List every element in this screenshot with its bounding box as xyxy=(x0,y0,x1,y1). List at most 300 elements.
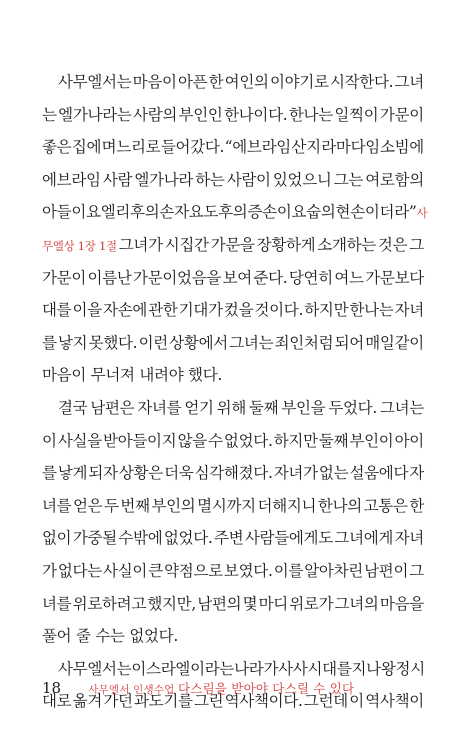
word xyxy=(365,685,424,718)
text-line xyxy=(42,164,424,197)
word-text: 낳지 xyxy=(57,333,88,352)
word-text: 마음이 xyxy=(132,73,177,91)
word-text: 한나이다. xyxy=(224,105,288,124)
text-line xyxy=(42,490,424,523)
word xyxy=(224,425,273,458)
word-text: 그녀의 xyxy=(334,594,379,613)
word xyxy=(365,164,424,197)
word xyxy=(58,425,102,458)
page-footer xyxy=(42,676,354,700)
word-text: 없이 xyxy=(42,529,72,548)
word-text: 여느 xyxy=(334,268,364,287)
word xyxy=(90,392,134,425)
word xyxy=(258,490,317,523)
word-text: 마음이 xyxy=(42,366,87,385)
word-text: 약점으로 xyxy=(164,561,223,580)
word-text: 사실이 xyxy=(103,561,148,580)
word-text: 보였다. xyxy=(223,561,273,580)
word xyxy=(274,457,318,490)
word xyxy=(364,555,408,588)
word xyxy=(89,327,138,360)
word-text: 얻기 xyxy=(184,398,214,417)
word-text: 여인의 xyxy=(224,73,269,91)
word-text: 사람들에게도 xyxy=(244,529,333,548)
word xyxy=(409,457,424,490)
word xyxy=(275,327,334,360)
running-head-series: 사무엘서 인생수업 xyxy=(88,684,179,696)
text-line xyxy=(42,522,424,555)
word-text: 주변 xyxy=(214,529,244,548)
word-text: 녀를 xyxy=(42,594,72,613)
word-text: 사사시대를 xyxy=(278,659,352,678)
text-line xyxy=(42,392,424,425)
word-text: 자녀가 xyxy=(273,464,318,483)
word-text: 두 xyxy=(104,496,119,515)
text-line xyxy=(42,196,428,229)
word xyxy=(208,425,223,458)
word xyxy=(72,131,101,164)
word xyxy=(229,327,273,360)
text-line xyxy=(42,457,424,490)
word-text: 아이 xyxy=(394,431,424,450)
word xyxy=(380,99,424,132)
word-text: 수밖에 xyxy=(118,529,163,548)
word xyxy=(259,588,288,621)
word xyxy=(103,425,176,458)
body-text xyxy=(42,66,428,718)
word xyxy=(289,262,333,295)
word-text: 이를 xyxy=(273,561,304,580)
word-text: 했지만, xyxy=(147,594,196,613)
word xyxy=(247,196,306,229)
word-text: 현손이더라” xyxy=(335,203,417,222)
text-line xyxy=(42,359,424,392)
word-text: 죄인처럼 xyxy=(274,333,334,352)
word xyxy=(103,294,147,327)
word-text: 그녀가 xyxy=(118,235,163,254)
word-text: 사무엘서는 xyxy=(58,659,132,678)
word xyxy=(103,555,147,588)
word xyxy=(73,294,102,327)
word-text: 남편은 xyxy=(90,398,135,417)
word-text: 그린 xyxy=(193,692,224,711)
word xyxy=(378,229,407,262)
word xyxy=(330,66,393,99)
word-text: 부인이 xyxy=(349,431,394,450)
text-line xyxy=(42,588,424,621)
word xyxy=(139,327,168,360)
word-text: 아들이요 xyxy=(42,203,101,222)
word-text: 하지만 xyxy=(304,301,349,320)
word xyxy=(224,294,253,327)
word-text: 심각해졌다. xyxy=(194,464,273,483)
word xyxy=(409,229,424,262)
word-text: 수는 xyxy=(95,627,125,646)
word-text: 일찍이 xyxy=(334,105,379,124)
word-text: 마디 xyxy=(258,594,288,613)
word xyxy=(225,66,269,99)
word-text: 내려야 xyxy=(139,366,184,385)
word xyxy=(281,392,325,425)
word xyxy=(184,392,213,425)
word-text: 가문보다 xyxy=(365,268,424,287)
word-text: 컸을 xyxy=(223,301,254,320)
word-text: 둘째 xyxy=(248,398,279,417)
word-text: 한 xyxy=(409,496,424,515)
word xyxy=(349,425,393,458)
word-text: 역사책이다. xyxy=(224,692,303,711)
word xyxy=(289,588,333,621)
word-text: 되어 xyxy=(334,333,364,352)
word xyxy=(164,555,223,588)
word-text: 도후의 xyxy=(203,203,248,222)
text-line xyxy=(42,327,424,360)
word xyxy=(164,457,193,490)
word-text: 남편의 xyxy=(197,594,242,613)
word xyxy=(409,490,424,523)
word xyxy=(380,392,424,425)
word xyxy=(120,490,149,523)
word xyxy=(42,196,101,229)
word xyxy=(58,555,102,588)
word xyxy=(42,262,86,295)
word xyxy=(58,66,131,99)
word-text: 가문이었음을 xyxy=(133,268,222,287)
word xyxy=(119,457,163,490)
word-text: 무너져 xyxy=(90,366,135,385)
word-text: 이야기로 xyxy=(269,73,329,91)
word-text: 산지 xyxy=(291,138,321,157)
word-text: 사람이 xyxy=(226,170,271,189)
word-text: 에브라임 xyxy=(42,170,101,189)
word-text: 위로하려고 xyxy=(72,594,147,613)
word-text: 이런 xyxy=(138,333,168,352)
word xyxy=(91,359,135,392)
word xyxy=(349,294,393,327)
word xyxy=(217,392,246,425)
word-text: 위로가 xyxy=(289,594,334,613)
word xyxy=(101,196,160,229)
word xyxy=(274,555,303,588)
text-line xyxy=(42,425,424,458)
word xyxy=(306,196,335,229)
word xyxy=(147,588,196,621)
word xyxy=(197,490,256,523)
word xyxy=(335,588,379,621)
word xyxy=(365,327,424,360)
word xyxy=(395,425,424,458)
word-text: 설움에다 xyxy=(349,464,409,483)
word-text: 몇 xyxy=(242,594,258,613)
word-text: 가던 xyxy=(103,692,133,711)
word xyxy=(58,392,87,425)
word xyxy=(203,196,247,229)
word-text: 그는 xyxy=(333,170,364,189)
word xyxy=(102,131,161,164)
word xyxy=(42,588,71,621)
word xyxy=(381,653,425,686)
word xyxy=(395,522,424,555)
word-text: 그녀는 xyxy=(229,333,274,352)
word-text: 하는 xyxy=(195,170,225,189)
word xyxy=(211,229,255,262)
word-text: 장황하게 xyxy=(256,235,316,254)
word-text: 보여 xyxy=(222,268,252,287)
word xyxy=(42,294,71,327)
word xyxy=(395,294,424,327)
word xyxy=(178,66,207,99)
word xyxy=(243,588,258,621)
word xyxy=(42,522,71,555)
word-text: 두었다. xyxy=(328,398,377,417)
word-text: 가중될 xyxy=(72,529,117,548)
word-text: 이스라엘이라는 xyxy=(131,659,235,678)
word xyxy=(42,131,71,164)
word-text: 이을 xyxy=(72,301,102,320)
word-text: 줄 xyxy=(76,627,91,646)
word xyxy=(274,425,318,458)
word-text: 가문이 xyxy=(42,268,87,287)
word xyxy=(179,99,223,132)
word-text: 번째 xyxy=(120,496,150,515)
word xyxy=(349,457,408,490)
scripture-reference: 사 xyxy=(416,206,428,221)
text-line xyxy=(42,620,424,653)
word-text: 사람 xyxy=(102,170,133,189)
word-text: 자녀를 xyxy=(137,398,182,417)
word xyxy=(319,425,348,458)
word-text: 한나의 xyxy=(317,496,362,515)
word xyxy=(161,131,224,164)
word-text: 큰 xyxy=(148,561,163,580)
word-text: 숩의 xyxy=(306,203,336,222)
word-text: 며느리로 xyxy=(101,138,161,157)
word xyxy=(58,99,131,132)
word-text: 를 xyxy=(42,464,57,483)
word xyxy=(227,164,271,197)
word-text: 를 xyxy=(42,333,57,352)
word xyxy=(169,327,228,360)
word xyxy=(364,490,408,523)
word xyxy=(129,620,178,653)
word xyxy=(380,588,424,621)
word xyxy=(224,555,273,588)
word xyxy=(352,653,381,686)
word xyxy=(257,229,316,262)
word-text: 이름난 xyxy=(87,268,132,287)
word xyxy=(76,620,91,653)
word xyxy=(319,457,348,490)
word xyxy=(304,555,363,588)
word xyxy=(104,490,119,523)
word-text: 당연히 xyxy=(288,268,333,287)
word-text: 들어갔다. xyxy=(160,138,225,157)
word-text: 관한 xyxy=(148,301,178,320)
word-text: 그 xyxy=(409,235,424,254)
running-head xyxy=(88,681,355,696)
word xyxy=(273,164,332,197)
word xyxy=(223,262,252,295)
word xyxy=(395,66,424,99)
word xyxy=(304,294,348,327)
word xyxy=(42,164,101,197)
word-text: 낳게 xyxy=(57,464,88,483)
word-text: 있었으니 xyxy=(272,170,332,189)
word xyxy=(179,294,223,327)
word xyxy=(336,196,428,229)
word-text: 상황에서 xyxy=(169,333,228,352)
word-text: 나라가 xyxy=(234,659,279,678)
word-text: 없는 xyxy=(318,464,349,483)
word xyxy=(164,522,213,555)
text-line xyxy=(42,294,424,327)
word xyxy=(321,131,424,164)
word-text: 남편이 xyxy=(364,561,409,580)
word-text: 준다. xyxy=(253,268,288,287)
word xyxy=(254,294,303,327)
word xyxy=(291,131,320,164)
word-text: 한나는 xyxy=(288,105,333,124)
text-line xyxy=(42,555,424,588)
word xyxy=(88,457,117,490)
word xyxy=(42,490,71,523)
word xyxy=(225,131,291,164)
text-line xyxy=(42,99,424,132)
word-text: 이 xyxy=(42,431,57,450)
word xyxy=(58,327,87,360)
running-head-title: 다스림을 받아야 다스릴 수 있다 xyxy=(178,681,355,696)
word-text: 시작한다. xyxy=(329,73,394,91)
word-text: 마음을 xyxy=(379,594,424,613)
word-text: 없었다. xyxy=(223,431,273,450)
word xyxy=(334,99,378,132)
word xyxy=(42,327,57,360)
word-text: 가문이 xyxy=(379,105,424,124)
word-text: 사실을 xyxy=(57,431,102,450)
word xyxy=(134,164,193,197)
word-text: 엘리후의 xyxy=(100,203,160,222)
word-text: 그녀 xyxy=(394,73,424,91)
word xyxy=(159,196,203,229)
word-text: 시집간 xyxy=(164,235,209,254)
word-text: 대로 xyxy=(42,692,72,711)
word xyxy=(42,620,71,653)
word xyxy=(245,522,333,555)
word-text: 소개하는 xyxy=(317,235,376,254)
page-number: 18 xyxy=(42,679,62,697)
word-text: 않을 xyxy=(177,431,207,450)
word xyxy=(133,66,177,99)
word-text: 상황은 xyxy=(118,464,163,483)
word-text: 대를 xyxy=(42,301,72,320)
word-text: 하지만 xyxy=(273,431,318,450)
word xyxy=(42,359,86,392)
word-text: 부인을 xyxy=(281,398,326,417)
word-text: 좋은 xyxy=(42,138,72,157)
word-text: 부인의 xyxy=(151,496,196,515)
word xyxy=(270,66,329,99)
word xyxy=(73,588,146,621)
text-line xyxy=(42,229,424,262)
word-text: 이 xyxy=(349,692,364,711)
word xyxy=(133,262,221,295)
word xyxy=(119,229,163,262)
word-text: 자 xyxy=(409,464,424,483)
word-text: 아픈 xyxy=(178,73,208,91)
word-text: 옮겨 xyxy=(72,692,103,711)
word-text: 엘가나라 xyxy=(134,170,194,189)
word-text: 자녀 xyxy=(394,301,424,320)
word-text: 되자 xyxy=(88,464,118,483)
word xyxy=(42,457,57,490)
word xyxy=(42,555,57,588)
word-text: 그녀는 xyxy=(379,398,424,417)
word-text: 손자요 xyxy=(159,203,204,222)
word xyxy=(42,229,117,262)
word-text: 한나는 xyxy=(349,301,394,320)
word xyxy=(58,457,87,490)
word-text: 자손에 xyxy=(103,301,148,320)
word xyxy=(151,490,195,523)
word-text: 사무엘서는 xyxy=(58,73,132,91)
word-text: 풀어 xyxy=(42,627,72,646)
word xyxy=(148,555,163,588)
word-text: 받아들이지 xyxy=(103,431,177,450)
word xyxy=(148,294,177,327)
word-text: 한 xyxy=(208,73,224,91)
scripture-reference: 무엘상 1장 1절 xyxy=(42,238,117,253)
word-text: 것은 xyxy=(377,235,408,254)
word xyxy=(42,99,57,132)
text-line xyxy=(42,262,424,295)
word xyxy=(139,359,183,392)
text-line xyxy=(42,131,424,164)
word-text: 지나 xyxy=(351,659,381,678)
word-text: 기대가 xyxy=(178,301,223,320)
word xyxy=(365,262,424,295)
word-text: 더욱 xyxy=(164,464,194,483)
word xyxy=(253,262,287,295)
word xyxy=(317,229,376,262)
word-text: 더해지니 xyxy=(257,496,317,515)
word xyxy=(188,359,222,392)
word-text: “에브라임 xyxy=(224,138,291,157)
word-text: 녀를 xyxy=(42,496,72,515)
word-text: 것이다. xyxy=(254,301,304,320)
word-text: 가문을 xyxy=(210,235,255,254)
word xyxy=(195,457,273,490)
word-text: 가 xyxy=(42,561,57,580)
word xyxy=(289,99,333,132)
word-text: 위해 xyxy=(216,398,247,417)
word-text: 왕정시 xyxy=(380,659,425,678)
word-text: 여로함의 xyxy=(365,170,424,189)
word-text: 없다는 xyxy=(57,561,102,580)
word-text: 증손이요 xyxy=(247,203,307,222)
word-text: 둘째 xyxy=(318,431,349,450)
word-text: 는 xyxy=(42,105,57,124)
word-text: 사람의 xyxy=(133,105,178,124)
word xyxy=(103,164,132,197)
word-text: 못했다. xyxy=(88,333,138,352)
word xyxy=(209,66,224,99)
word xyxy=(224,99,287,132)
word xyxy=(249,392,278,425)
word xyxy=(88,262,132,295)
word-text: 그녀에게 xyxy=(334,529,394,548)
word xyxy=(334,262,363,295)
word-text: 라마다임소빔에 xyxy=(321,138,424,157)
